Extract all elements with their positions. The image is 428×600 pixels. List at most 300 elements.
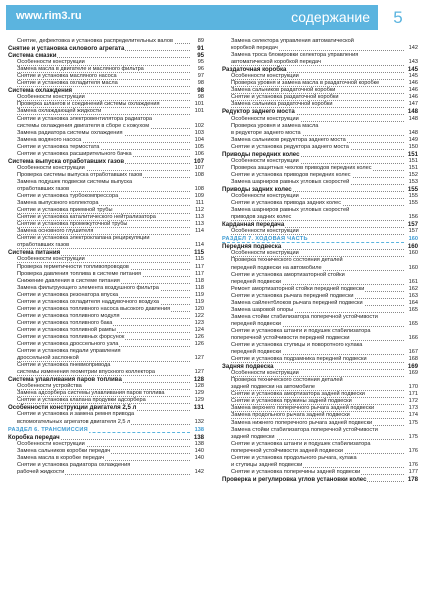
toc-entry bbox=[222, 272, 418, 279]
toc-entry bbox=[222, 73, 418, 80]
toc-entry-title: Замена сальника раздаточной коробки bbox=[231, 101, 333, 108]
toc-entry-page: 155 bbox=[408, 200, 418, 207]
toc-entry-title: передней подвески на автомобиле bbox=[231, 264, 322, 271]
toc-entry bbox=[8, 448, 204, 455]
toc-entry-page: 153 bbox=[408, 178, 418, 185]
toc-entry bbox=[222, 172, 418, 179]
toc-entry-page: 172 bbox=[408, 398, 418, 405]
toc-entry-title: Коробка передач bbox=[8, 433, 60, 441]
toc-entry-title: приводов задних колес bbox=[231, 214, 292, 221]
toc-entry-page: 178 bbox=[407, 475, 418, 483]
toc-entry-page: 151 bbox=[408, 164, 418, 171]
toc-entry-title: Снятие и установка раздаточной коробки bbox=[231, 94, 339, 101]
toc-entry bbox=[222, 94, 418, 101]
toc-entry bbox=[222, 293, 418, 300]
toc-entry bbox=[222, 342, 418, 349]
toc-entry-title: Система питания bbox=[8, 249, 61, 257]
toc-entry-title: Снятие и установка электроклапана рециркуляции bbox=[17, 235, 150, 242]
toc-entry-title: Особенности конструкции bbox=[231, 157, 299, 164]
toc-entry-title: Снятие и установка охладителя наддувочного воздуха bbox=[17, 298, 160, 305]
toc-entry bbox=[8, 123, 204, 130]
toc-entry bbox=[8, 256, 204, 263]
toc-entry bbox=[222, 279, 418, 286]
toc-entry-title: Замена шарниров равных угловых скоростей bbox=[231, 178, 350, 185]
toc-entry-title: поперечной устойчивости передней подвески bbox=[231, 334, 350, 341]
toc-entry-page: 109 bbox=[194, 193, 204, 200]
toc-entry bbox=[222, 427, 418, 434]
toc-entry-page: 164 bbox=[408, 299, 418, 306]
toc-entry-title: Снятие и установка подрамника передней подвески bbox=[231, 356, 367, 363]
toc-entry-title: Снятие и установка топливного бака bbox=[17, 319, 113, 326]
toc-entry-page: 146 bbox=[408, 94, 418, 101]
toc-entry bbox=[8, 306, 204, 313]
toc-entry-title: Снятие и установка привода задних колес bbox=[231, 200, 342, 207]
toc-entry bbox=[8, 108, 204, 115]
toc-entry-title: Снятие и установка приемной трубы bbox=[17, 207, 113, 214]
toc-entry-title: Снятие и установка резонатора впуска bbox=[17, 291, 119, 298]
toc-entry bbox=[8, 235, 204, 242]
toc-entry-page: 165 bbox=[408, 320, 418, 327]
toc-entry-title: Снятие и установка штанги и подушек стабилизатора bbox=[231, 440, 371, 447]
toc-entry-title: Снятие и установка приводов передних колес bbox=[231, 171, 351, 178]
toc-entry-title: Раздаточная коробка bbox=[222, 66, 287, 74]
toc-entry bbox=[8, 390, 204, 397]
toc-entry bbox=[222, 165, 418, 172]
toc-entry-page: 105 bbox=[194, 143, 204, 150]
toc-entry bbox=[222, 469, 418, 476]
toc-entry-title: Снятие и установка турбокомпрессора bbox=[17, 193, 119, 200]
toc-entry bbox=[222, 52, 418, 59]
toc-left-column bbox=[8, 38, 204, 476]
toc-entry-page: 160 bbox=[407, 243, 418, 251]
toc-entry-title: Проверка давления топлива в системе питания bbox=[17, 270, 141, 277]
toc-entry-page: 120 bbox=[194, 305, 204, 312]
toc-entry-page: 104 bbox=[194, 136, 204, 143]
toc-entry-page: 118 bbox=[195, 277, 204, 284]
toc-entry bbox=[222, 405, 418, 412]
toc-chapter-entry bbox=[8, 45, 204, 52]
toc-entry-title: Замена шаровой опоры bbox=[231, 306, 294, 313]
toc-entry-page: 91 bbox=[197, 45, 204, 53]
toc-entry-page: 115 bbox=[194, 249, 204, 257]
toc-entry-page: 171 bbox=[408, 391, 418, 398]
toc-entry-title: отработавших газов bbox=[17, 242, 70, 249]
toc-entry bbox=[8, 193, 204, 200]
toc-entry-page: 95 bbox=[197, 52, 204, 60]
toc-entry-page: 161 bbox=[408, 278, 418, 285]
toc-entry-title: Снятие и установка промежуточной трубы bbox=[17, 221, 128, 228]
toc-entry-page: 126 bbox=[194, 333, 204, 340]
toc-entry-page: 160 bbox=[408, 264, 418, 271]
toc-entry-page: 117 bbox=[195, 270, 204, 277]
toc-entry-page: 126 bbox=[194, 341, 204, 348]
toc-entry-page: 101 bbox=[194, 101, 204, 108]
toc-entry-page: 119 bbox=[195, 291, 204, 298]
toc-entry bbox=[8, 362, 204, 369]
toc-chapter-entry bbox=[8, 434, 204, 441]
toc-entry-title: Замена охлаждающей жидкости bbox=[17, 108, 102, 115]
toc-entry-title: Проверка шлангов и соединений системы охлаждения bbox=[17, 101, 160, 108]
toc-entry bbox=[222, 356, 418, 363]
toc-entry bbox=[8, 137, 204, 144]
toc-chapter-entry bbox=[222, 186, 418, 193]
toc-entry bbox=[222, 412, 418, 419]
toc-entry-page: 140 bbox=[194, 454, 204, 461]
toc-entry bbox=[222, 38, 418, 45]
toc-entry bbox=[222, 179, 418, 186]
site-url: www.rim3.ru bbox=[16, 10, 82, 22]
toc-entry-title: Снятие и установка каталитического нейтрализатора bbox=[17, 214, 156, 221]
toc-chapter-entry bbox=[8, 376, 204, 383]
toc-entry bbox=[8, 242, 204, 249]
toc-entry-title: Особенности устройства bbox=[17, 383, 82, 390]
toc-entry-title: Замена троса блокировки селектора управления bbox=[231, 52, 359, 59]
toc-entry-title: Замена сальников коробки передач bbox=[17, 447, 111, 454]
toc-entry-title: Замена сальников раздаточной коробки bbox=[231, 87, 336, 94]
toc-entry-page: 107 bbox=[194, 164, 204, 171]
toc-entry-title: Проверка уровня и замена масла bbox=[231, 122, 319, 129]
toc-entry-title: Замена масла в коробке передач bbox=[17, 454, 105, 461]
toc-entry bbox=[8, 101, 204, 108]
toc-entry-page: 138 bbox=[194, 440, 204, 447]
toc-chapter-entry bbox=[8, 404, 204, 411]
toc-entry-page: 142 bbox=[408, 45, 418, 52]
toc-entry bbox=[222, 200, 418, 207]
toc-entry-page: 129 bbox=[194, 397, 204, 404]
toc-entry-page: 115 bbox=[195, 256, 204, 263]
toc-entry bbox=[8, 151, 204, 158]
toc-entry bbox=[222, 144, 418, 151]
toc-chapter-entry bbox=[8, 158, 204, 165]
toc-entry-title: Замена выпускного коллектора bbox=[17, 200, 99, 207]
toc-entry bbox=[8, 271, 204, 278]
toc-chapter-entry bbox=[222, 108, 418, 115]
toc-entry bbox=[222, 265, 418, 272]
toc-entry bbox=[8, 200, 204, 207]
toc-entry-page: 173 bbox=[408, 405, 418, 412]
toc-entry bbox=[222, 377, 418, 384]
toc-entry-title: системы изменения геометрии впускного коллектора bbox=[17, 369, 156, 376]
toc-entry bbox=[222, 448, 418, 455]
toc-entry-title: Особенности конструкции bbox=[231, 193, 299, 200]
toc-chapter-entry bbox=[222, 151, 418, 158]
toc-entry-page: 152 bbox=[408, 171, 418, 178]
toc-entry bbox=[8, 179, 204, 186]
toc-entry bbox=[8, 462, 204, 469]
toc-entry bbox=[8, 383, 204, 390]
toc-entry bbox=[8, 80, 204, 87]
toc-entry-title: Замена продольного рычага задней подвески bbox=[231, 412, 350, 419]
toc-entry-page: 148 bbox=[407, 108, 418, 116]
toc-entry-page: 157 bbox=[407, 221, 418, 229]
toc-right-column bbox=[222, 38, 418, 483]
toc-entry-page: 108 bbox=[194, 185, 204, 192]
toc-entry-page: 111 bbox=[195, 200, 204, 207]
toc-entry-page: 97 bbox=[197, 73, 204, 80]
toc-entry-page: 95 bbox=[197, 59, 204, 66]
toc-entry bbox=[8, 38, 204, 45]
toc-entry-title: Замена подушек подвески системы выпуска bbox=[17, 178, 133, 185]
toc-entry-title: Снятие и установка штанги и подушек стабилизатора bbox=[231, 327, 371, 334]
toc-entry bbox=[8, 397, 204, 404]
toc-entry-page: 163 bbox=[408, 292, 418, 299]
toc-entry-title: Снятие и установка педали управления bbox=[17, 348, 121, 355]
toc-entry-title: вспомогательных агрегатов двигателя 2,5 л bbox=[17, 418, 131, 425]
toc-entry-title: Система смазки bbox=[8, 52, 57, 60]
toc-entry bbox=[8, 228, 204, 235]
toc-entry-title: Особенности конструкции bbox=[17, 440, 85, 447]
toc-entry bbox=[8, 285, 204, 292]
toc-entry-title: Снятие и установка продольного рычага, кулака bbox=[231, 454, 357, 461]
toc-entry-title: Особенности конструкции bbox=[231, 73, 299, 80]
toc-entry-title: Снятие и установка поперечины задней подвески bbox=[231, 468, 361, 475]
toc-entry-title: Замена стойки стабилизатора поперечной устойчивости bbox=[231, 426, 378, 433]
toc-entry-title: передней подвески bbox=[231, 320, 282, 327]
toc-entry-title: Особенности конструкции bbox=[231, 250, 299, 257]
toc-entry-page: 122 bbox=[194, 312, 204, 319]
toc-chapter-entry bbox=[222, 66, 418, 73]
toc-entry bbox=[8, 299, 204, 306]
toc-entry bbox=[222, 123, 418, 130]
toc-chapter-entry bbox=[8, 52, 204, 59]
toc-entry bbox=[8, 144, 204, 151]
toc-entry-page: 118 bbox=[195, 284, 204, 291]
toc-chapter-entry bbox=[222, 243, 418, 250]
toc-entry-page: 98 bbox=[197, 87, 204, 95]
toc-entry bbox=[8, 172, 204, 179]
toc-entry bbox=[222, 193, 418, 200]
toc-entry-title: Особенности конструкции bbox=[231, 228, 299, 235]
toc-entry-title: Особенности конструкции bbox=[17, 256, 85, 263]
toc-entry bbox=[222, 250, 418, 257]
toc-entry bbox=[8, 348, 204, 355]
toc-entry-title: Снятие и установка топливного насоса высокого давления bbox=[17, 305, 171, 312]
toc-entry bbox=[8, 411, 204, 418]
toc-entry-page: 145 bbox=[407, 66, 418, 74]
toc-entry-title: Проверка и регулировка углов установки колес bbox=[222, 475, 367, 483]
toc-entry-title: Снятие и установка и замена ремня привода bbox=[17, 411, 135, 418]
toc-entry-page: 148 bbox=[408, 115, 418, 122]
toc-entry-title: дроссельной заслонкой bbox=[17, 355, 79, 362]
toc-entry-page: 103 bbox=[194, 129, 204, 136]
toc-entry bbox=[222, 137, 418, 144]
toc-entry-title: Снятие и установка масляного насоса bbox=[17, 73, 117, 80]
toc-entry bbox=[8, 292, 204, 299]
toc-entry-title: Снижение давления в системе питания bbox=[17, 277, 120, 284]
toc-entry-title: Снятие и установка редуктора заднего моста bbox=[231, 143, 349, 150]
toc-entry-page: 157 bbox=[408, 228, 418, 235]
toc-entry bbox=[222, 257, 418, 264]
toc-entry-page: 146 bbox=[408, 87, 418, 94]
toc-entry-title: поперечной устойчивости задней подвески bbox=[231, 447, 343, 454]
toc-entry-page: 175 bbox=[408, 419, 418, 426]
toc-entry bbox=[8, 73, 204, 80]
toc-entry-title: Снятие и установка расширительного бачка bbox=[17, 150, 132, 157]
toc-entry-title: Замена селектора управления автоматической bbox=[231, 38, 354, 44]
toc-entry-page: 169 bbox=[407, 363, 418, 371]
toc-entry-page: 170 bbox=[408, 384, 418, 391]
toc-entry-title: Редуктор заднего моста bbox=[222, 108, 295, 116]
toc-entry-page: 160 bbox=[408, 250, 418, 257]
toc-entry bbox=[222, 116, 418, 123]
toc-entry-title: передней подвески bbox=[231, 349, 282, 356]
toc-entry bbox=[222, 455, 418, 462]
toc-entry bbox=[8, 221, 204, 228]
toc-entry-title: Карданная передача bbox=[222, 221, 285, 229]
toc-entry-page: 138 bbox=[193, 433, 204, 441]
toc-entry bbox=[8, 327, 204, 334]
toc-entry-title: Замена основного глушителя bbox=[17, 228, 94, 235]
toc-entry-page: 168 bbox=[408, 356, 418, 363]
section-heading bbox=[8, 427, 204, 434]
toc-entry bbox=[222, 349, 418, 356]
toc-entry bbox=[222, 321, 418, 328]
toc-entry-page: 167 bbox=[408, 349, 418, 356]
toc-entry bbox=[8, 334, 204, 341]
toc-chapter-entry bbox=[8, 87, 204, 94]
toc-entry-page: 108 bbox=[194, 171, 204, 178]
toc-entry-page: 114 bbox=[195, 242, 204, 249]
toc-entry-title: Особенности конструкции bbox=[17, 164, 85, 171]
toc-entry-page: 114 bbox=[195, 228, 204, 235]
toc-entry-title: Проверка системы выпуска отработавших газов bbox=[17, 171, 143, 178]
toc-entry bbox=[222, 228, 418, 235]
toc-entry-title: Система улавливания паров топлива bbox=[8, 376, 122, 384]
toc-entry bbox=[8, 419, 204, 426]
toc-entry-page: 160 bbox=[408, 236, 418, 243]
toc-entry bbox=[222, 420, 418, 427]
toc-entry-title: Замена шарниров равных угловых скоростей bbox=[231, 207, 350, 214]
toc-entry-page: 132 bbox=[194, 418, 204, 425]
toc-entry bbox=[222, 207, 418, 214]
toc-entry bbox=[8, 278, 204, 285]
toc-entry bbox=[8, 207, 204, 214]
toc-entry-title: Снятие и установка амортизаторной стойки bbox=[231, 271, 345, 278]
toc-entry-title: Проверка герметичности топливопроводов bbox=[17, 263, 129, 270]
toc-entry-title: Проверка технического состояния деталей bbox=[231, 377, 343, 384]
toc-entry-title: Снятие и установка рычага передней подвески bbox=[231, 292, 354, 299]
toc-entry-page: 155 bbox=[408, 193, 418, 200]
toc-entry-title: отработавших газов bbox=[17, 185, 70, 192]
toc-entry-title: Приводы задних колес bbox=[222, 185, 292, 193]
toc-entry-title: Проверка уровня и замена масла в раздаточной коробке bbox=[231, 80, 380, 87]
toc-entry-title: Снятие и установка охладителя масла bbox=[17, 80, 118, 87]
toc-entry bbox=[222, 101, 418, 108]
toc-entry-page: 98 bbox=[197, 80, 204, 87]
toc-entry-title: Замена масла в двигателе и масляного фильтра bbox=[17, 66, 144, 73]
toc-entry bbox=[222, 398, 418, 405]
toc-entry bbox=[222, 300, 418, 307]
toc-entry-title: Снятие и установка топливного модуля bbox=[17, 312, 120, 319]
toc-entry-page: 149 bbox=[408, 136, 418, 143]
toc-entry-page: 143 bbox=[408, 59, 418, 66]
toc-entry-title: системы охлаждения двигателя в сборе с кожухом bbox=[17, 122, 150, 129]
toc-entry bbox=[222, 59, 418, 66]
toc-entry bbox=[222, 462, 418, 469]
toc-entry-page: 119 bbox=[195, 298, 204, 305]
toc-entry-page: 98 bbox=[197, 94, 204, 101]
toc-entry-title: Система охлаждения bbox=[8, 87, 73, 95]
toc-entry-title: Замена нижнего поперечного рычага задней подвески bbox=[231, 419, 373, 426]
toc-entry-title: Снятие и установка термостата bbox=[17, 143, 100, 150]
section-heading bbox=[222, 236, 418, 243]
toc-entry-title: Снятие и установка пружины задней подвески bbox=[231, 398, 352, 405]
toc-entry-title: Проверка защитных чехлов приводов передних колес bbox=[231, 164, 372, 171]
toc-entry-title: Замена сайлентблоков рычага передней подвески bbox=[231, 299, 363, 306]
toc-entry-page: 145 bbox=[408, 73, 418, 80]
toc-entry-page: 155 bbox=[407, 185, 418, 193]
toc-entry-page: 140 bbox=[194, 447, 204, 454]
toc-entry bbox=[8, 341, 204, 348]
toc-entry bbox=[8, 313, 204, 320]
toc-entry-title: передней подвески bbox=[231, 278, 282, 285]
toc-entry-page: 117 bbox=[195, 263, 204, 270]
toc-entry-page: 124 bbox=[194, 326, 204, 333]
toc-entry-title: Снятие и установка амортизатора задней подвески bbox=[231, 391, 365, 398]
toc-entry-page: 162 bbox=[408, 285, 418, 292]
toc-entry bbox=[222, 335, 418, 342]
header-title: содержание bbox=[291, 9, 370, 25]
toc-entry-title: автоматической коробкой передач bbox=[231, 59, 321, 66]
toc-entry bbox=[8, 441, 204, 448]
toc-entry-title: Приводы передних колес bbox=[222, 150, 300, 158]
toc-entry-title: Снятие и установка силового агрегата bbox=[8, 45, 125, 53]
toc-entry bbox=[8, 355, 204, 362]
toc-entry-title: Особенности конструкции bbox=[17, 94, 85, 101]
toc-entry-title: Снятие и установка пневмопривода bbox=[17, 362, 111, 369]
toc-entry-page: 128 bbox=[194, 383, 204, 390]
toc-entry-title: Снятие и установка топливных форсунок bbox=[17, 333, 125, 340]
toc-entry bbox=[222, 384, 418, 391]
page-header bbox=[6, 5, 418, 30]
toc-entry bbox=[222, 130, 418, 137]
toc-entry-page: 106 bbox=[194, 150, 204, 157]
toc-entry-title: Особенности конструкции bbox=[17, 59, 85, 66]
toc-entry bbox=[8, 214, 204, 221]
toc-entry bbox=[8, 186, 204, 193]
toc-entry bbox=[222, 307, 418, 314]
toc-entry-title: рабочей жидкости bbox=[17, 468, 65, 475]
toc-entry bbox=[222, 286, 418, 293]
toc-entry-title: Снятие, дефектовка и установка распределительных валов bbox=[17, 38, 173, 44]
toc-entry-title: Замена стойки стабилизатора поперечной устойчивости bbox=[231, 313, 378, 320]
toc-entry-page: 101 bbox=[194, 108, 204, 115]
page-number: 5 bbox=[378, 2, 418, 33]
toc-entry-page: 138 bbox=[194, 426, 204, 433]
toc-entry-page: 166 bbox=[408, 334, 418, 341]
toc-entry-title: коробкой передач bbox=[231, 45, 278, 52]
toc-entry-page: 89 bbox=[197, 38, 204, 44]
toc-entry bbox=[222, 434, 418, 441]
toc-entry-title: Снятие и установка клапана продувки адсорбера bbox=[17, 397, 146, 404]
toc-chapter-entry bbox=[222, 363, 418, 370]
toc-entry-page: 147 bbox=[408, 101, 418, 108]
toc-entry bbox=[222, 45, 418, 52]
toc-entry-page: 112 bbox=[195, 207, 204, 214]
toc-entry-page: 177 bbox=[408, 468, 418, 475]
toc-entry-title: РАЗДЕЛ 7. ХОДОВАЯ ЧАСТЬ bbox=[222, 236, 308, 243]
toc-entry-page: 128 bbox=[193, 376, 204, 384]
toc-entry-page: 123 bbox=[194, 319, 204, 326]
toc-entry bbox=[8, 116, 204, 123]
toc-entry bbox=[222, 441, 418, 448]
toc-entry-page: 165 bbox=[408, 306, 418, 313]
toc-entry-title: Система выпуска отработавших газов bbox=[8, 157, 125, 165]
toc-entry-title: Замена адсорбера системы улавливания паров топлива bbox=[17, 390, 165, 397]
toc-entry bbox=[8, 165, 204, 172]
toc-entry-page: 113 bbox=[195, 221, 204, 228]
toc-entry-title: Замена водяного насоса bbox=[17, 136, 82, 143]
